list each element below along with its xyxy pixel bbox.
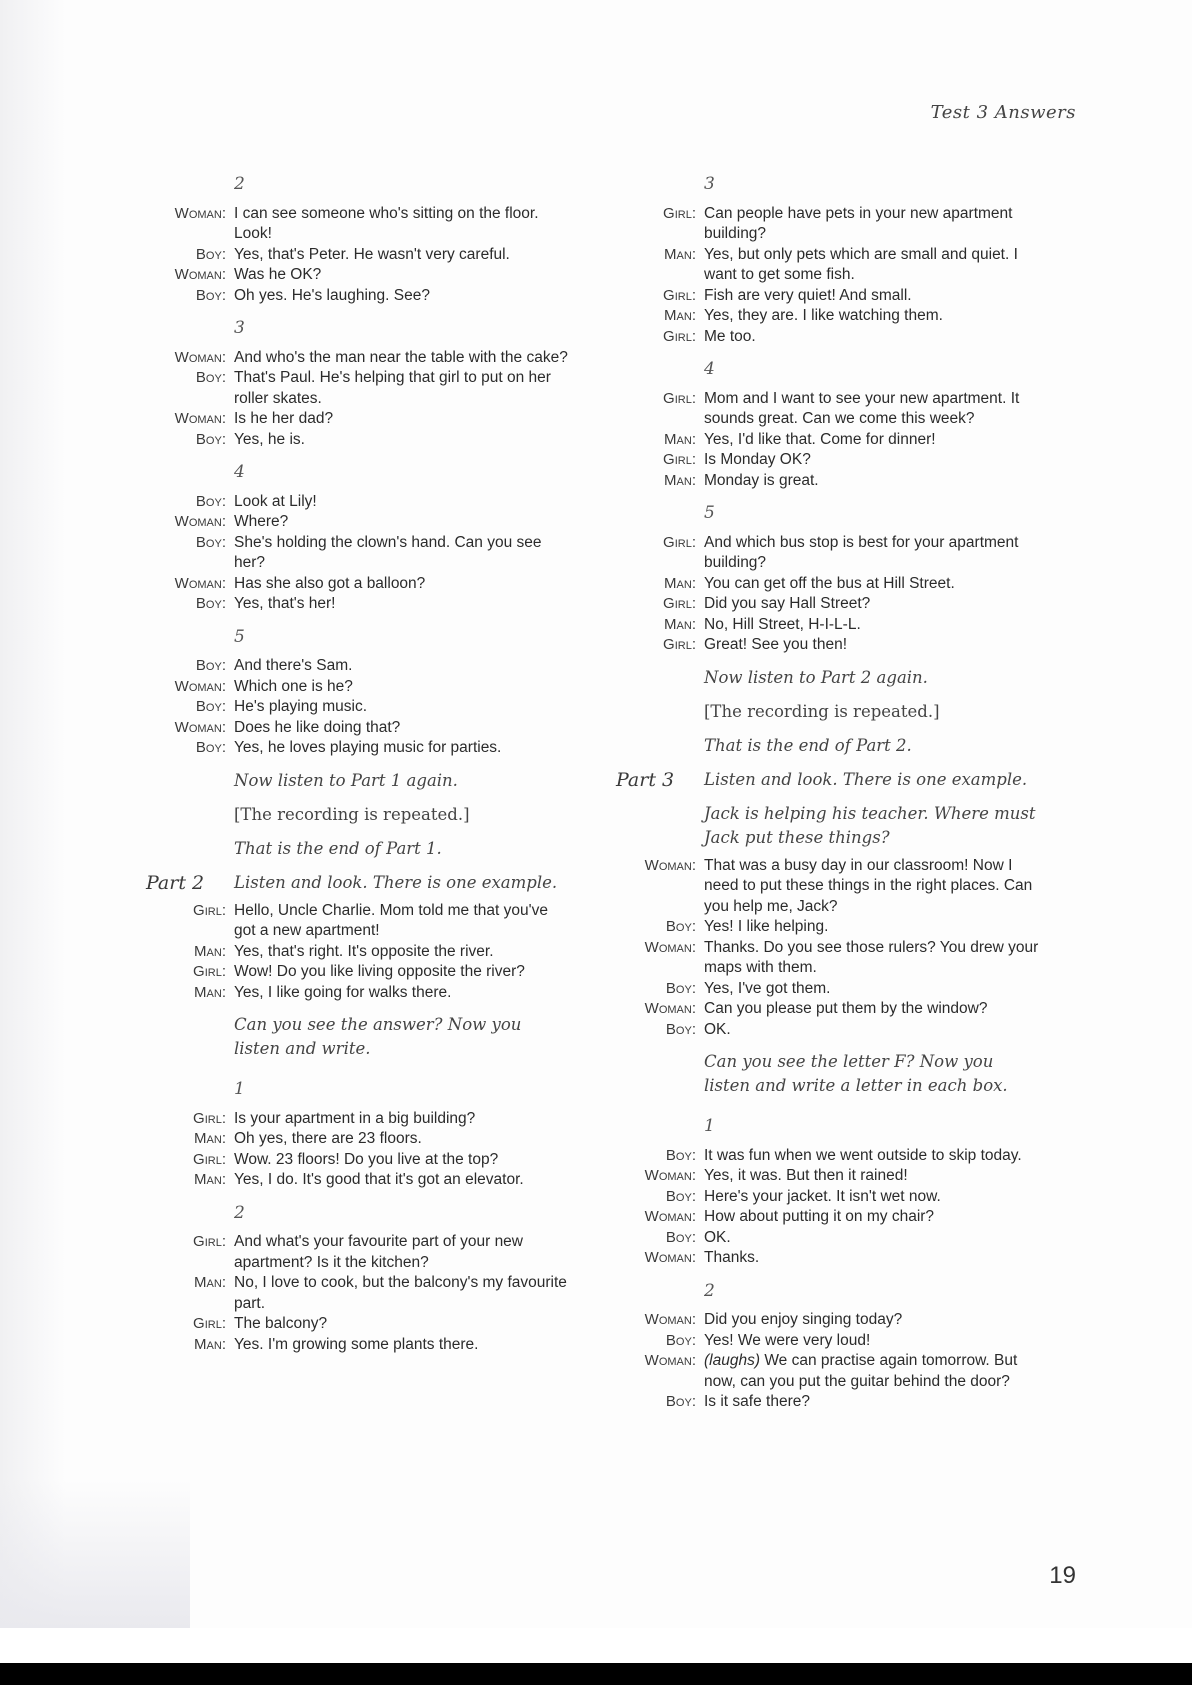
speaker: Man:	[664, 307, 696, 324]
dialogue-block	[150, 492, 570, 615]
dialogue-line	[620, 204, 1040, 245]
speaker: Boy:	[665, 979, 696, 997]
speech: And who's the man near the table with the cake?	[234, 348, 568, 366]
speaker: Man:	[194, 1130, 226, 1147]
speaker: Girl:	[193, 901, 226, 919]
running-head: Test 3 Answers	[930, 102, 1076, 123]
section-intro: Listen and look. There is one example.	[234, 872, 558, 892]
question-number: 1	[234, 1079, 245, 1099]
speaker: Man:	[194, 1274, 226, 1291]
instruction-text: That is the end of Part 1.	[234, 838, 442, 858]
speaker: Boy:	[665, 1228, 696, 1246]
speaker: Boy:	[665, 1187, 696, 1205]
speaker: Man:	[194, 983, 226, 1001]
speaker: Boy:	[195, 595, 226, 612]
speaker: Boy:	[665, 1331, 696, 1349]
dialogue-line	[150, 1109, 570, 1130]
dialogue-block	[150, 348, 570, 451]
dialogue-line	[150, 1150, 570, 1171]
instruction-text: Can you see the letter F? Now you listen and write a letter in each box.	[704, 1052, 1008, 1095]
speaker: Girl:	[663, 286, 696, 304]
speech: Yes, they are. I like watching them.	[704, 307, 943, 324]
speaker: Girl:	[663, 636, 696, 653]
question-number: 3	[704, 174, 715, 194]
instruction-text: Now listen to Part 1 again.	[234, 770, 458, 790]
speech: It was fun when we went outside to skip today.	[704, 1146, 1022, 1164]
dialogue-line	[150, 901, 570, 942]
speaker: Boy:	[665, 1020, 696, 1038]
speech: Mom and I want to see your new apartment. It sounds great. Can we come this week?	[704, 389, 1020, 427]
dialogue-line	[620, 306, 1040, 327]
speaker: Man:	[664, 615, 696, 633]
speech: Wow! Do you like living opposite the river?	[234, 963, 525, 980]
speech: Did you say Hall Street?	[704, 595, 871, 612]
dialogue-line	[620, 430, 1040, 451]
speech: Yes, that's Peter. He wasn't very careful.	[234, 245, 510, 263]
speaker: Boy:	[665, 1146, 696, 1164]
dialogue-line	[150, 348, 570, 369]
question-number: 4	[234, 462, 245, 482]
dialogue-line	[620, 1310, 1040, 1331]
dialogue-line	[150, 430, 570, 451]
speaker: Boy:	[195, 369, 226, 386]
speech: Yes, he loves playing music for parties.	[234, 739, 502, 756]
speaker: Girl:	[663, 595, 696, 612]
instruction-text: Now listen to Part 2 again.	[704, 667, 928, 687]
dialogue-line	[150, 409, 570, 430]
instruction	[150, 803, 570, 827]
speech: Yes, but only pets which are small and quiet. I want to get some fish.	[704, 245, 1018, 283]
dialogue-line	[620, 999, 1040, 1020]
section-heading	[146, 871, 570, 895]
page-corner-shadow	[0, 1480, 190, 1628]
speech: That was a busy day in our classroom! Now I need to put these things in the right places. Can you help me, Jack?	[704, 856, 1033, 915]
speech	[704, 1351, 1040, 1392]
speaker: Man:	[194, 1335, 226, 1353]
question-number: 2	[234, 174, 245, 194]
speaker: Girl:	[193, 1233, 226, 1250]
right-column	[616, 174, 1040, 1413]
speech: Did you enjoy singing today?	[704, 1311, 903, 1328]
speaker: Woman:	[644, 938, 696, 956]
dialogue-line	[620, 938, 1040, 979]
dialogue-line	[620, 389, 1040, 430]
dialogue-line	[620, 1146, 1040, 1167]
speech: The balcony?	[234, 1315, 328, 1332]
speech-text: We can practise again tomorrow. But now, can you put the guitar behind the door?	[704, 1352, 1018, 1390]
stage-direction: (laughs)	[704, 1352, 760, 1369]
instruction	[620, 666, 1040, 690]
speech: No, I love to cook, but the balcony's my favourite part.	[234, 1274, 567, 1312]
dialogue-line	[150, 1335, 570, 1356]
speech: I can see someone who's sitting on the floor. Look!	[234, 204, 539, 242]
dialogue-line	[620, 245, 1040, 286]
instruction	[620, 802, 1040, 850]
speech: Yes. I'm growing some plants there.	[234, 1335, 479, 1353]
dialogue-block	[620, 856, 1040, 1041]
question-number: 3	[234, 318, 245, 338]
instruction	[150, 769, 570, 793]
instruction	[150, 1013, 570, 1061]
instruction-text: Can you see the answer? Now you listen and write.	[234, 1015, 522, 1058]
speech: Me too.	[704, 327, 756, 345]
dialogue-line	[620, 327, 1040, 348]
speech: Does he like doing that?	[234, 718, 401, 736]
instruction-text: [The recording is repeated.]	[704, 701, 940, 721]
dialogue-line	[620, 286, 1040, 307]
instruction	[620, 734, 1040, 758]
dialogue-line	[620, 1166, 1040, 1187]
instruction-text: Jack is helping his teacher. Where must Jack put these things?	[704, 803, 1036, 847]
speaker: Boy:	[195, 739, 226, 756]
dialogue-line	[150, 1170, 570, 1191]
speaker: Man:	[194, 1171, 226, 1188]
speech: You can get off the bus at Hill Street.	[704, 574, 955, 592]
speech: Great! See you then!	[704, 636, 848, 653]
speech: No, Hill Street, H-I-L-L.	[704, 615, 861, 633]
question-number: 5	[704, 503, 715, 523]
speech: And there's Sam.	[234, 657, 353, 674]
speaker: Girl:	[663, 204, 696, 222]
speech: Can you please put them by the window?	[704, 1000, 988, 1017]
dialogue-line	[150, 512, 570, 533]
speech: Oh yes. He's laughing. See?	[234, 286, 430, 304]
dialogue-line	[620, 1187, 1040, 1208]
speech: Yes, I've got them.	[704, 979, 831, 997]
dialogue-line	[620, 1351, 1040, 1392]
speech: Yes! I like helping.	[704, 918, 829, 935]
speaker: Girl:	[663, 451, 696, 468]
speaker: Boy:	[195, 698, 226, 715]
dialogue-block	[620, 389, 1040, 492]
speech: Yes, I like going for walks there.	[234, 983, 452, 1001]
instruction-text: That is the end of Part 2.	[704, 735, 912, 755]
speech: Wow. 23 floors! Do you live at the top?	[234, 1150, 499, 1168]
dialogue-line	[150, 1129, 570, 1150]
dialogue-line	[150, 245, 570, 266]
speech: She's holding the clown's hand. Can you see her?	[234, 533, 542, 571]
speech: Hello, Uncle Charlie. Mom told me that you've got a new apartment!	[234, 901, 548, 939]
speech: Monday is great.	[704, 471, 819, 489]
speech: He's playing music.	[234, 698, 368, 715]
speech: And which bus stop is best for your apartment building?	[704, 533, 1019, 571]
speaker: Girl:	[663, 327, 696, 345]
question-number: 2	[704, 1280, 715, 1301]
dialogue-block	[620, 1146, 1040, 1269]
question-number: 2	[234, 1202, 245, 1223]
dialogue-line	[620, 856, 1040, 918]
dialogue-line	[620, 450, 1040, 471]
speech: Where?	[234, 513, 289, 530]
dialogue-line	[620, 1020, 1040, 1041]
speaker: Man:	[664, 245, 696, 263]
dialogue-block	[150, 1109, 570, 1191]
speaker: Boy:	[195, 492, 226, 510]
dialogue-line	[150, 204, 570, 245]
section-heading	[616, 768, 1040, 792]
dialogue-line	[150, 368, 570, 409]
speaker: Woman:	[174, 348, 226, 366]
speaker: Girl:	[193, 1109, 226, 1127]
instruction	[150, 837, 570, 861]
dialogue-line	[150, 492, 570, 513]
speaker: Woman:	[644, 1167, 696, 1184]
dialogue-line	[620, 635, 1040, 656]
speaker: Woman:	[174, 410, 226, 427]
speech: Thanks.	[704, 1249, 760, 1266]
speech: Thanks. Do you see those rulers? You drew your maps with them.	[704, 938, 1039, 976]
speech: Yes, that's her!	[234, 595, 336, 612]
dialogue-line	[150, 286, 570, 307]
dialogue-block	[620, 204, 1040, 348]
speaker: Woman:	[174, 574, 226, 592]
dialogue-line	[620, 917, 1040, 938]
question-number: 4	[704, 359, 715, 379]
dialogue-block	[150, 204, 570, 307]
speaker: Boy:	[665, 918, 696, 935]
speaker: Girl:	[663, 389, 696, 407]
question-number: 5	[234, 626, 245, 647]
speaker: Woman:	[644, 1249, 696, 1266]
dialogue-line	[150, 574, 570, 595]
dialogue-block	[620, 533, 1040, 656]
speaker: Woman:	[174, 513, 226, 530]
speech: Yes, I do. It's good that it's got an elevator.	[234, 1171, 524, 1188]
instruction-text: [The recording is repeated.]	[234, 804, 470, 824]
speaker: Man:	[194, 942, 226, 960]
speech: Oh yes, there are 23 floors.	[234, 1130, 422, 1147]
speaker: Woman:	[174, 718, 226, 736]
section-label: Part 3	[616, 768, 675, 791]
dialogue-line	[150, 594, 570, 615]
dialogue-line	[620, 1392, 1040, 1413]
dialogue-line	[150, 738, 570, 759]
speaker: Girl:	[193, 963, 226, 980]
dialogue-line	[150, 697, 570, 718]
speaker: Woman:	[174, 677, 226, 695]
dialogue-line	[620, 1331, 1040, 1352]
speaker: Woman:	[174, 266, 226, 283]
section-label: Part 2	[146, 871, 205, 894]
speech: And what's your favourite part of your new apartment? Is it the kitchen?	[234, 1233, 523, 1271]
instruction	[620, 1050, 1040, 1098]
speaker: Woman:	[644, 1000, 696, 1017]
dialogue-block	[620, 1310, 1040, 1413]
dialogue-line	[620, 594, 1040, 615]
dialogue-line	[620, 1207, 1040, 1228]
speaker: Woman:	[644, 856, 696, 874]
page-edge-shadow	[0, 0, 66, 1628]
speech: Yes, he is.	[234, 430, 305, 448]
speaker: Girl:	[663, 533, 696, 551]
speaker: Man:	[664, 471, 696, 489]
dialogue-line	[620, 1248, 1040, 1269]
speech: OK.	[704, 1020, 731, 1038]
speech: Is Monday OK?	[704, 451, 811, 468]
dialogue-line	[150, 1232, 570, 1273]
speaker: Boy:	[195, 657, 226, 674]
speech: That's Paul. He's helping that girl to put on her roller skates.	[234, 369, 551, 407]
speaker: Man:	[664, 430, 696, 448]
dialogue-line	[620, 1228, 1040, 1249]
dialogue-line	[150, 962, 570, 983]
dialogue-line	[150, 677, 570, 698]
dialogue-line	[620, 533, 1040, 574]
speech: Here's your jacket. It isn't wet now.	[704, 1187, 941, 1205]
dialogue-block	[150, 901, 570, 1004]
speech: Look at Lily!	[234, 492, 317, 510]
speech: Yes, I'd like that. Come for dinner!	[704, 430, 936, 448]
speaker: Boy:	[195, 245, 226, 263]
speech: Fish are very quiet! And small.	[704, 286, 912, 304]
scan-border	[0, 1628, 1192, 1685]
dialogue-line	[150, 1273, 570, 1314]
dialogue-line	[620, 471, 1040, 492]
section-intro: Listen and look. There is one example.	[704, 769, 1028, 789]
dialogue-line	[150, 265, 570, 286]
speech: Is it safe there?	[704, 1393, 810, 1410]
dialogue-block	[150, 1232, 570, 1355]
speech: Was he OK?	[234, 266, 322, 283]
speech: Yes, that's right. It's opposite the river.	[234, 942, 494, 960]
speaker: Boy:	[195, 286, 226, 304]
speaker: Boy:	[195, 430, 226, 448]
instruction	[620, 700, 1040, 724]
dialogue-line	[620, 979, 1040, 1000]
speech: Can people have pets in your new apartment building?	[704, 204, 1013, 242]
speaker: Woman:	[644, 1208, 696, 1225]
speech: Has she also got a balloon?	[234, 574, 426, 592]
speaker: Woman:	[174, 204, 226, 222]
dialogue-block	[150, 656, 570, 759]
speech: OK.	[704, 1228, 731, 1246]
speech: Which one is he?	[234, 677, 353, 695]
question-number: 1	[704, 1116, 715, 1136]
speaker: Girl:	[193, 1315, 226, 1332]
dialogue-line	[150, 983, 570, 1004]
left-column	[146, 174, 570, 1355]
speech: Is your apartment in a big building?	[234, 1109, 476, 1127]
dialogue-line	[620, 574, 1040, 595]
speech: Yes! We were very loud!	[704, 1331, 871, 1349]
page-number: 19	[1049, 1562, 1076, 1589]
speaker: Woman:	[644, 1352, 696, 1369]
speaker: Boy:	[665, 1393, 696, 1410]
dialogue-line	[150, 718, 570, 739]
dialogue-line	[620, 615, 1040, 636]
speaker: Boy:	[195, 533, 226, 551]
speech: Yes, it was. But then it rained!	[704, 1167, 908, 1184]
speech: Is he her dad?	[234, 410, 334, 427]
speaker: Girl:	[193, 1150, 226, 1168]
dialogue-line	[150, 656, 570, 677]
speaker: Man:	[664, 574, 696, 592]
speaker: Woman:	[644, 1311, 696, 1328]
dialogue-line	[150, 942, 570, 963]
dialogue-line	[150, 533, 570, 574]
dialogue-line	[150, 1314, 570, 1335]
speech: How about putting it on my chair?	[704, 1208, 935, 1225]
